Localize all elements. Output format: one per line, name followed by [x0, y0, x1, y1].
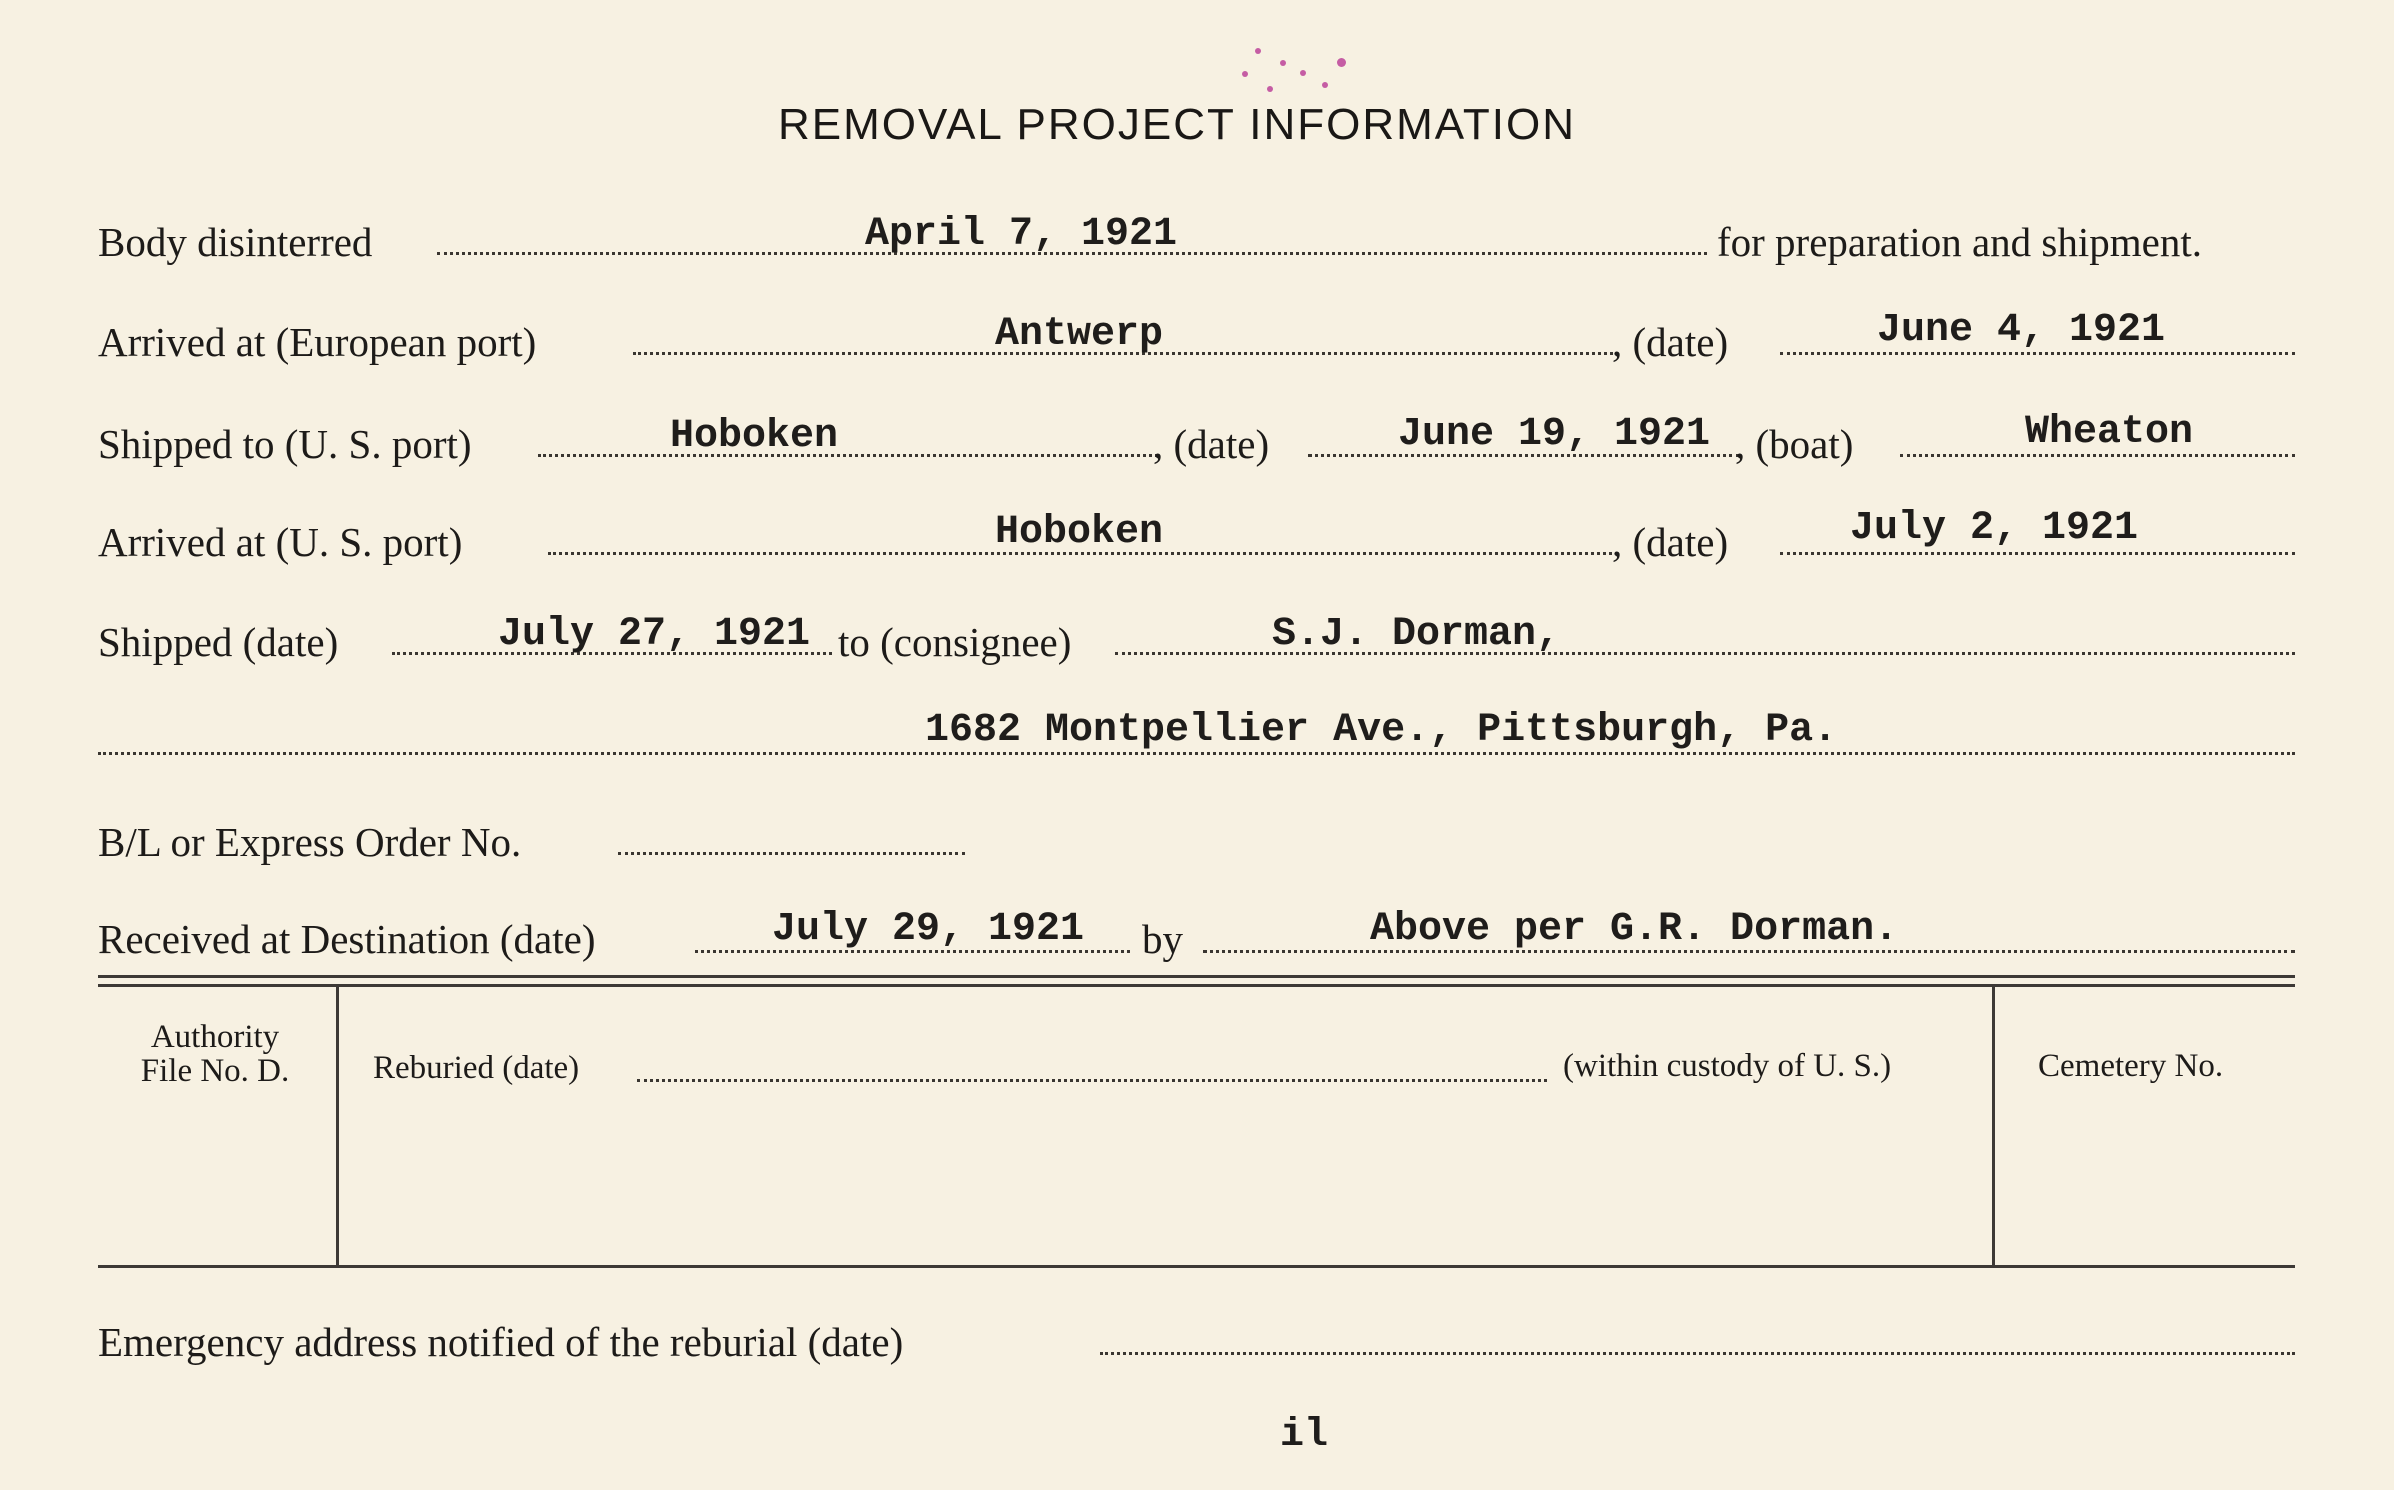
authority-cell	[98, 1020, 332, 1088]
shipped-us-line	[538, 454, 1158, 457]
box-divider-left	[336, 987, 339, 1265]
arrived-us-date-line	[1780, 552, 2295, 555]
stamp-dot	[1300, 70, 1306, 76]
footer-number: il	[1280, 1413, 1329, 1458]
box-top-rule-double	[98, 984, 2295, 987]
arrived-eu-date: June 4, 1921	[1877, 308, 2166, 353]
shipped-us-port: Hoboken	[670, 414, 839, 459]
bl-line	[618, 852, 965, 855]
arrived-eu-port: Antwerp	[995, 312, 1164, 357]
arrived-us-date-label: , (date)	[1612, 519, 1729, 565]
disinterred-value: April 7, 1921	[865, 212, 1178, 257]
arrived-eu-date-label: , (date)	[1612, 319, 1729, 365]
bl-label: B/L or Express Order No.	[98, 819, 522, 865]
stamp-dot	[1242, 71, 1248, 77]
box-divider-right	[1992, 987, 1995, 1265]
received-by-label: by	[1142, 916, 1183, 962]
consignee-value: S.J. Dorman,	[1272, 612, 1561, 657]
disinterred-suffix: for preparation and shipment.	[1717, 219, 2203, 265]
shipped-us-date: June 19, 1921	[1398, 412, 1711, 457]
reburied-label: Reburied (date)	[373, 1050, 580, 1086]
custody-label: (within custody of U. S.)	[1563, 1048, 1892, 1084]
stamp-dot	[1322, 82, 1328, 88]
arrived-us-date: July 2, 1921	[1850, 506, 2139, 551]
authority-file-label: File No. D.	[140, 1053, 290, 1089]
arrived-us-label: Arrived at (U. S. port)	[98, 519, 463, 565]
shipped-date: July 27, 1921	[498, 612, 811, 657]
stamp-dot	[1337, 58, 1346, 67]
shipped-us-boat: Wheaton	[2025, 410, 2194, 455]
received-date: July 29, 1921	[772, 907, 1085, 952]
box-top-rule	[98, 975, 2295, 978]
shipped-us-boat-label: , (boat)	[1735, 421, 1854, 467]
consignee-label: to (consignee)	[838, 619, 1072, 665]
stamp-dot	[1255, 48, 1261, 54]
page-title: REMOVAL PROJECT INFORMATION	[778, 100, 1576, 149]
emergency-line	[1100, 1352, 2295, 1355]
disinterred-label: Body disinterred	[98, 219, 373, 265]
emergency-label: Emergency address notified of the reburial (date)	[98, 1319, 904, 1365]
shipped-us-label: Shipped to (U. S. port)	[98, 421, 472, 467]
arrived-us-port: Hoboken	[995, 510, 1164, 555]
stamp-dot	[1280, 60, 1286, 66]
shipped-us-date-label: , (date)	[1153, 421, 1270, 467]
received-by: Above per G.R. Dorman.	[1370, 907, 1899, 952]
shipped-label: Shipped (date)	[98, 619, 339, 665]
consignee-address: 1682 Montpellier Ave., Pittsburgh, Pa.	[925, 708, 1838, 753]
received-label: Received at Destination (date)	[98, 916, 596, 962]
box-bottom-rule	[98, 1265, 2295, 1268]
arrived-eu-label: Arrived at (European port)	[98, 319, 537, 365]
reburied-line	[637, 1079, 1547, 1082]
stamp-dot	[1267, 86, 1273, 92]
cemetery-label: Cemetery No.	[2038, 1048, 2224, 1084]
authority-label: Authority	[150, 1019, 280, 1055]
